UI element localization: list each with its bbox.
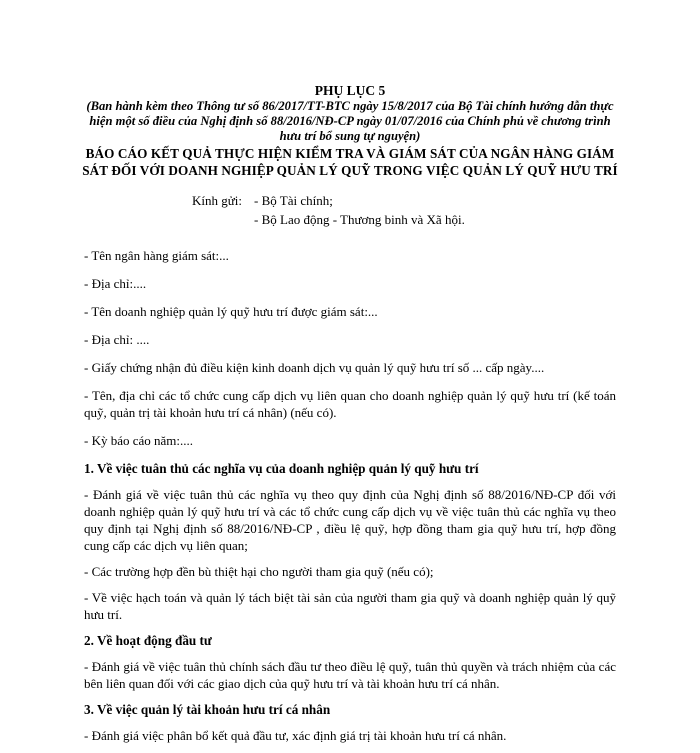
report-title: BÁO CÁO KẾT QUẢ THỰC HIỆN KIỂM TRA VÀ GIÁM SÁT CỦA NGÂN HÀNG GIÁM SÁT ĐỐI VỚI DOANH NGHIỆP QUẢN LÝ QUỸ TRONG VIỆC QUẢN LÝ QUỸ HƯU TRÍ — [82, 146, 618, 178]
recipient-row-1 — [192, 191, 616, 210]
field-report-period: - Kỳ báo cáo năm:.... — [84, 433, 194, 448]
section-1-heading: 1. Về việc tuân thủ các nghĩa vụ của doanh nghiệp quản lý quỹ hưu trí — [84, 461, 479, 476]
section-3 — [84, 701, 616, 744]
recipient-line-1: - Bộ Tài chính; — [254, 193, 333, 208]
document-header — [84, 82, 616, 179]
section-3-heading: 3. Về việc quản lý tài khoản hưu trí cá nhân — [84, 702, 331, 717]
recipient-line-2: - Bộ Lao động - Thương binh và Xã hội. — [254, 212, 465, 227]
appendix-subtitle: (Ban hành kèm theo Thông tư số 86/2017/TT-BTC ngày 15/8/2017 của Bộ Tài chính hướng dẫn thực hiện một số điều của Nghị định số 88/2016/NĐ-CP ngày 01/07/2016 của Chính phủ về chương trình hưu trí bổ sung tự nguyện) — [86, 99, 614, 143]
field-fund-manager-name: - Tên doanh nghiệp quản lý quỹ hưu trí được giám sát:... — [84, 304, 378, 319]
section-1-paragraph-3: - Về việc hạch toán và quản lý tách biệt tài sản của người tham gia quỹ và doanh nghiệp quản lý quỹ hưu trí. — [84, 590, 616, 622]
section-2-paragraph-1: - Đánh giá về việc tuân thủ chính sách đầu tư theo điều lệ quỹ, tuân thủ quyền và trách nhiệm của các bên liên quan đối với các giao dịch của quỹ hưu trí và tài khoản hưu trí cá nhân. — [84, 659, 616, 691]
field-fund-manager-address: - Địa chỉ: .... — [84, 332, 150, 347]
report-fields — [84, 247, 616, 449]
field-bank-name: - Tên ngân hàng giám sát:... — [84, 248, 229, 263]
field-service-providers: - Tên, địa chỉ các tổ chức cung cấp dịch vụ liên quan cho doanh nghiệp quản lý quỹ hưu trí (kế toán quỹ, quản trị tài khoản hưu trí cá nhân) (nếu có). — [84, 388, 616, 420]
recipient-row-2 — [192, 210, 616, 229]
recipient-indent — [192, 210, 254, 229]
section-1-paragraph-2: - Các trường hợp đền bù thiệt hại cho người tham gia quỹ (nếu có); — [84, 564, 434, 579]
appendix-title: PHỤ LỤC 5 — [314, 83, 386, 98]
section-2 — [84, 632, 616, 692]
recipient-block — [192, 191, 616, 229]
field-license: - Giấy chứng nhận đủ điều kiện kinh doanh dịch vụ quản lý quỹ hưu trí số ... cấp ngày.... — [84, 360, 545, 375]
field-bank-address: - Địa chỉ:.... — [84, 276, 147, 291]
section-1-paragraph-1: - Đánh giá về việc tuân thủ các nghĩa vụ theo quy định của Nghị định số 88/2016/NĐ-CP đối với doanh nghiệp quản lý quỹ hưu trí và các tổ chức cung cấp dịch vụ về việc tuân thủ các nghĩa vụ theo quy định tại Nghị định số 88/2016/NĐ-CP , điều lệ quỹ, hợp đồng tham gia quỹ hưu trí, hợp đồng cung cấp các dịch vụ liên quan; — [84, 487, 616, 553]
recipient-label: Kính gửi: — [192, 193, 243, 208]
section-1 — [84, 460, 616, 623]
section-3-paragraph-1: - Đánh giá việc phân bổ kết quả đầu tư, xác định giá trị tài khoản hưu trí cá nhân. — [84, 728, 507, 743]
section-2-heading: 2. Về hoạt động đầu tư — [84, 633, 212, 648]
document-content — [84, 82, 616, 753]
